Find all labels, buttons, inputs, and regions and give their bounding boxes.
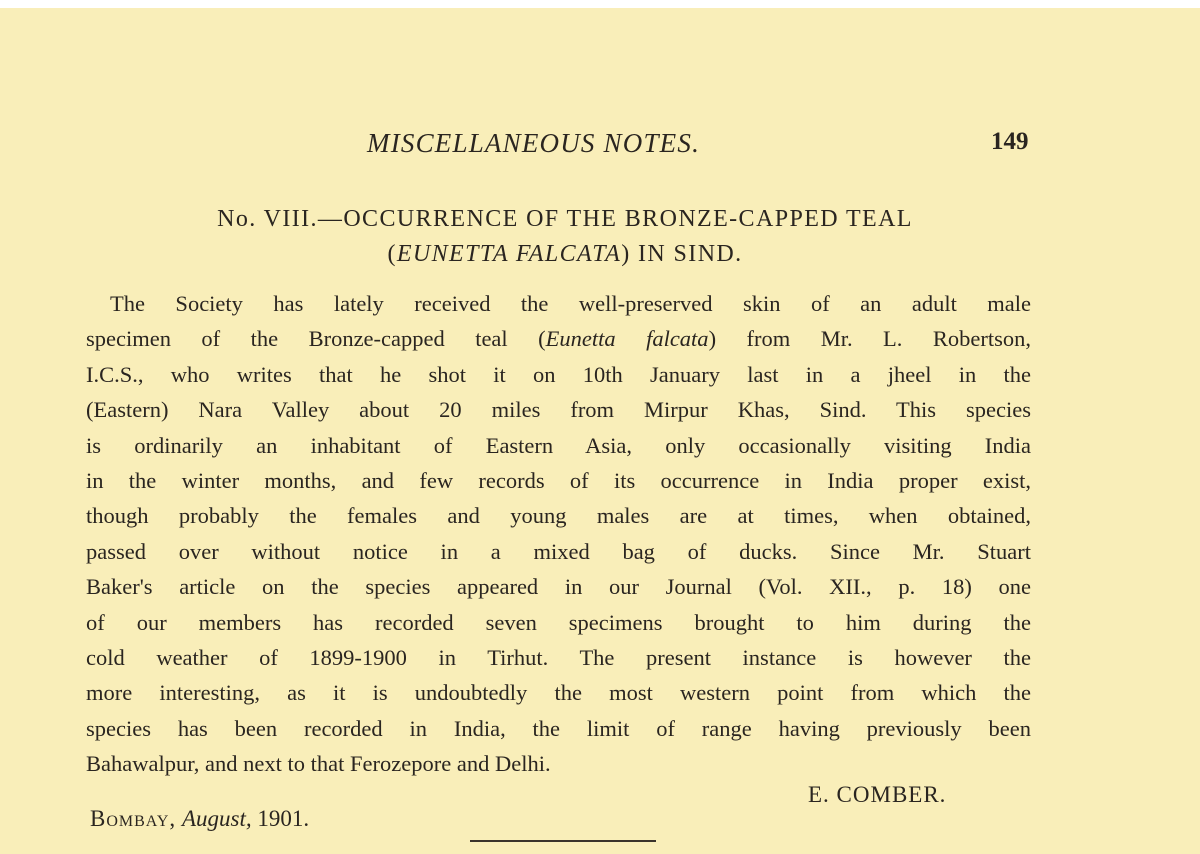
- end-rule: [470, 840, 656, 842]
- body-line: specimen of the Bronze-capped teal (Eunetta falcata) from Mr. L. Robertson,: [86, 326, 1031, 352]
- article-title-line-2: [80, 237, 1050, 272]
- body-line: more interesting, as it is undoubtedly the most western point from which the: [86, 680, 1031, 706]
- dateline-place: Bombay,: [90, 806, 177, 831]
- body-line: (Eastern) Nara Valley about 20 miles from Mirpur Khas, Sind. This species: [86, 397, 1031, 423]
- title-rest: ) IN SIND.: [621, 241, 743, 267]
- body-line: though probably the females and young males are at times, when obtained,: [86, 503, 1031, 529]
- body-line: Baker's article on the species appeared in our Journal (Vol. XII., p. 18) one: [86, 574, 1031, 600]
- article-body: [86, 286, 1031, 782]
- species-name: EUNETTA FALCATA: [396, 241, 622, 267]
- article-title: [80, 202, 1050, 272]
- title-paren-open: (: [387, 241, 397, 267]
- body-line: I.C.S., who writes that he shot it on 10th January last in a jheel in the: [86, 361, 1031, 387]
- book-page: [0, 8, 1200, 854]
- running-title: MISCELLANEOUS NOTES.: [367, 128, 701, 158]
- author-signature: E. COMBER.: [808, 782, 947, 807]
- body-line: is ordinarily an inhabitant of Eastern Asia, only occasionally visiting India: [86, 432, 1031, 458]
- body-line: of our members has recorded seven specimens brought to him during the: [86, 609, 1031, 635]
- body-line: passed over without notice in a mixed bag of ducks. Since Mr. Stuart: [86, 538, 1031, 564]
- running-head: [0, 128, 1200, 168]
- body-line: Bahawalpur, and next to that Ferozepore and Delhi.: [86, 751, 551, 777]
- dateline: [90, 806, 309, 832]
- article-title-line-1: No. VIII.—OCCURRENCE OF THE BRONZE-CAPPED TEAL: [217, 206, 913, 232]
- body-line: The Society has lately received the well-preserved skin of an adult male: [110, 291, 1031, 316]
- species-name-inline: Eunetta falcata: [545, 326, 709, 352]
- dateline-year: 1901.: [257, 806, 310, 831]
- page-number: 149: [991, 128, 1029, 155]
- dateline-month: August,: [181, 806, 252, 831]
- body-line: in the winter months, and few records of its occurrence in India proper exist,: [86, 468, 1031, 494]
- body-line: cold weather of 1899-1900 in Tirhut. The present instance is however the: [86, 645, 1031, 671]
- body-line: species has been recorded in India, the limit of range having previously been: [86, 715, 1031, 741]
